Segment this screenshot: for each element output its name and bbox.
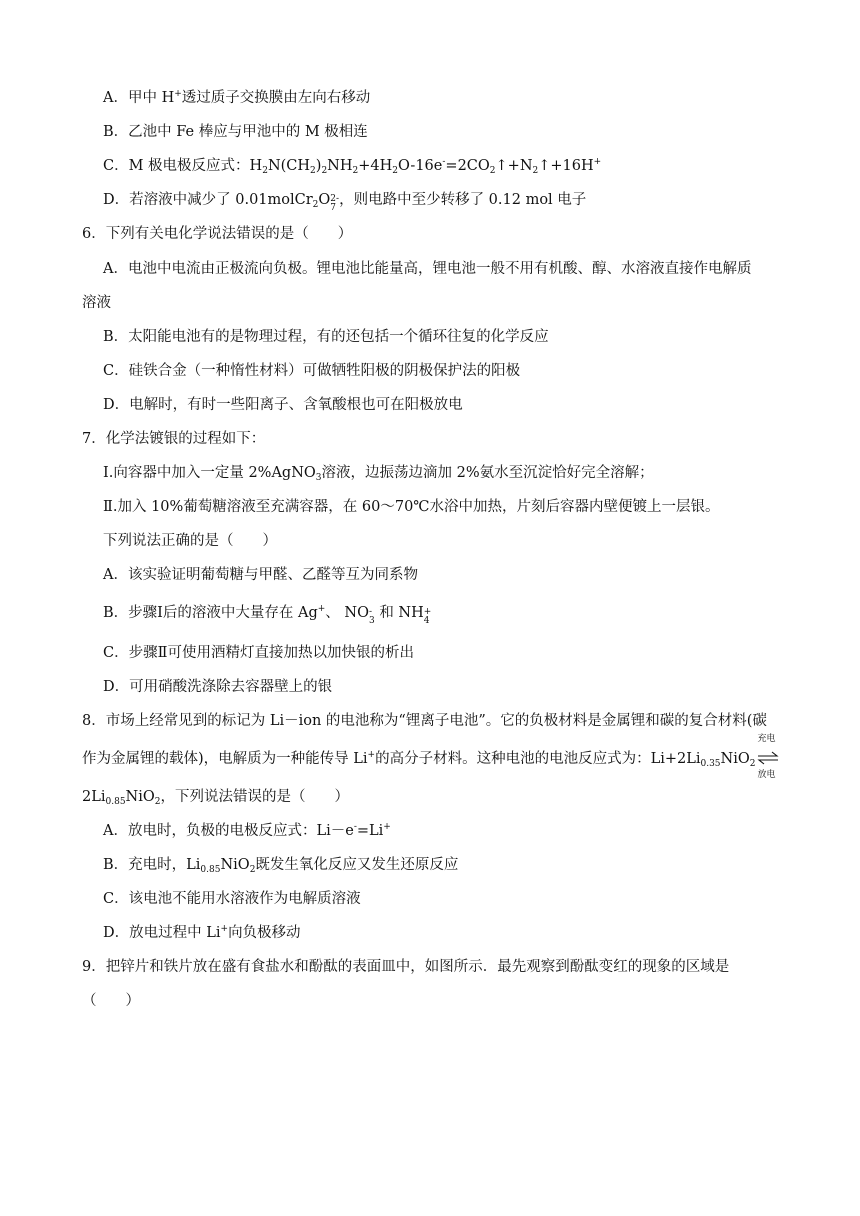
q8-stem-line2: 作为金属锂的载体)，电解质为一种能传导 Li+的高分子材料。这种电池的电池反应式为：$Li+2Li_{0.35}NiO_2$ 充电 放电: [82, 749, 781, 769]
q6-option-a-line1: A．电池中电流由正极流向负极。锂电池比能量高，锂电池一般不用有机酸、醇、水溶液直接作电解质: [103, 261, 752, 277]
q5-option-c: C．M 极电极反应式：$H_2N(CH_2)_2NH_2+4H_2O-16e^-=2CO_2↑+N_2↑+16H^+$: [103, 157, 602, 176]
q7-option-b: B．步骤Ⅰ后的溶液中大量存在 Ag+、 NO - 3 和 NH + 4: [103, 604, 432, 626]
q6-option-d: D．电解时，有时一些阳离子、含氧酸根也可在阳极放电: [103, 397, 463, 413]
q8-stem-line3: $2Li_{0.85}NiO_2$，下列说法错误的是（ ）: [82, 789, 349, 807]
q6-option-a-line2: 溶液: [82, 295, 111, 311]
q7-ask: 下列说法正确的是（ ）: [103, 533, 277, 549]
q9-stem-line2: （ ）: [82, 993, 140, 1009]
q9-stem-line1: 9．把锌片和铁片放在盛有食盐水和酚酞的表面皿中，如图所示．最先观察到酚酞变红的现象的区域是: [82, 959, 730, 975]
q8-option-a: A．放电时，负极的电极反应式：Li－e-=Li+: [103, 822, 391, 839]
q8-option-d: D．放电过程中 Li+向负极移动: [103, 924, 301, 941]
q7-option-c: C．步骤Ⅱ可使用酒精灯直接加热以加快银的析出: [103, 645, 414, 661]
equilibrium-arrow-icon: 充电 放电: [755, 749, 781, 769]
q7-step-2: Ⅱ.加入 10%葡萄糖溶液至充满容器，在 60～70℃水浴中加热，片刻后容器内壁便镀上一层银。: [103, 499, 720, 515]
q7-step-1: Ⅰ.向容器中加入一定量 2%AgNO$_3$溶液，边振荡边滴加 2%氨水至沉淀恰好完全溶解；: [103, 465, 654, 483]
q6-option-c: C．硅铁合金（一种惰性材料）可做牺牲阳极的阴极保护法的阳极: [103, 363, 521, 379]
q6-option-b: B．太阳能电池有的是物理过程，有的还包括一个循环往复的化学反应: [103, 329, 549, 345]
q5-option-d: D．若溶液中减少了 0.01molCr$_2$O 2- 7 ，则电路中至少转移了 0.12 mol 电子: [103, 192, 587, 213]
q7-option-a: A．该实验证明葡萄糖与甲醛、乙醛等互为同系物: [103, 567, 418, 583]
q5-option-b: B．乙池中 Fe 棒应与甲池中的 M 极相连: [103, 124, 368, 140]
q8-stem-line1: 8．市场上经常见到的标记为 Li－ion 的电池称为“锂离子电池”。它的负极材料是金属锂和碳的复合材料(碳: [82, 713, 767, 729]
q5-option-a: A．甲中 H+透过质子交换膜由左向右移动: [103, 89, 371, 106]
q6-stem: 6．下列有关电化学说法错误的是（ ）: [82, 226, 353, 242]
q8-option-b: B．充电时，$Li_{0.85}NiO_2$既发生氧化反应又发生还原反应: [103, 857, 459, 875]
q7-option-d: D．可用硝酸洗涤除去容器壁上的银: [103, 679, 333, 695]
q7-stem: 7．化学法镀银的过程如下：: [82, 431, 266, 447]
q8-option-c: C．该电池不能用水溶液作为电解质溶液: [103, 891, 361, 907]
